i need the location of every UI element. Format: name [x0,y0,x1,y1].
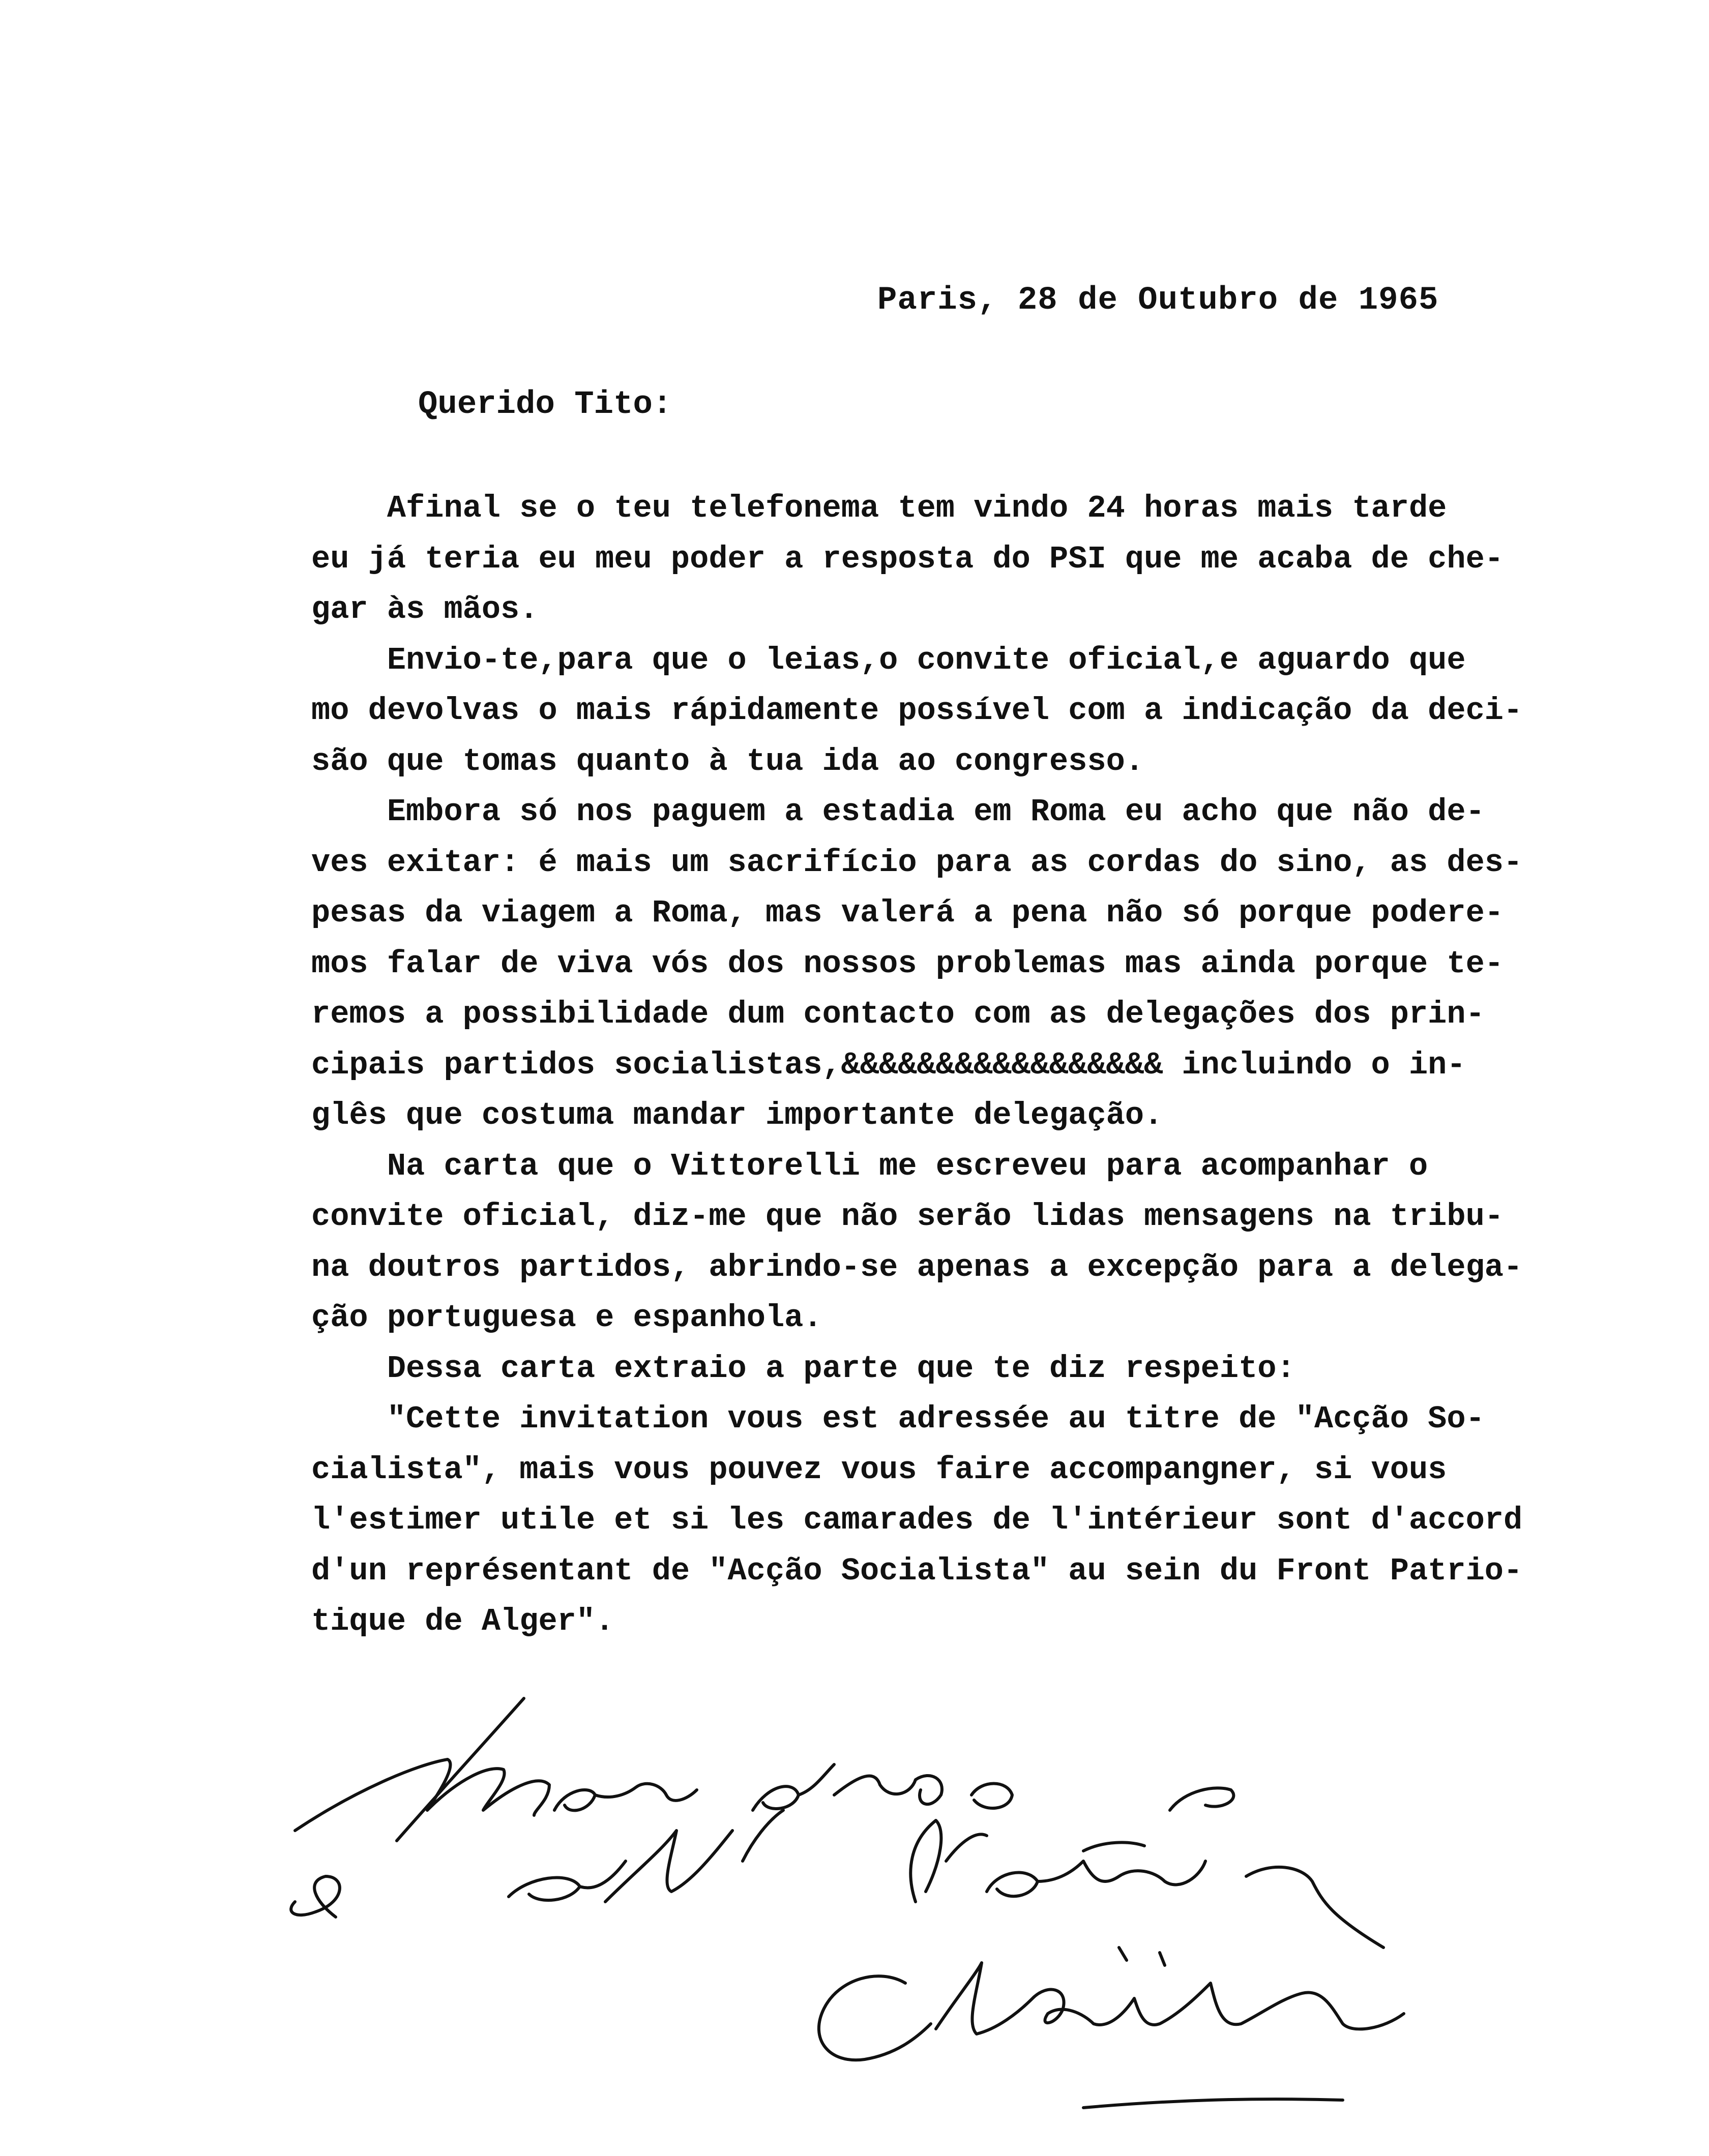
body-line: gar às mãos. [311,591,539,627]
body-line: Embora só nos paguem a estadia em Roma eu acho que não de- [311,794,1485,830]
body-line: pesas da viagem a Roma, mas valerá a pena não só porque podere- [311,895,1504,931]
body-line: eu já teria eu meu poder a resposta do PSI que me acaba de che- [311,541,1504,577]
body-line: na doutros partidos, abrindo-se apenas a excepção para a delega- [311,1249,1523,1285]
handwriting-stroke [987,1842,1205,1896]
handwriting-stroke [971,1784,1012,1809]
body-line: glês que costuma mandar importante delegação. [311,1097,1163,1133]
handwriting-stroke [554,1784,697,1811]
body-line: d'un représentant de "Acção Socialista" au sein du Front Patrio- [311,1552,1523,1589]
letter-body [311,483,1613,1647]
body-line: são que tomas quanto à tua ida ao congresso. [311,743,1144,780]
letter-date: Paris, 28 de Outubro de 1965 [877,282,1439,319]
salutation: Querido Tito: [418,386,672,423]
handwriting-stroke [1246,1867,1383,1948]
handwriting-stroke [295,1759,549,1831]
body-line: l'estimer utile et si les camarades de l'intérieur sont d'accord [311,1502,1523,1538]
handwriting-stroke [291,1876,340,1917]
body-line: cialista", mais vous pouvez vous faire accompangner, si vous [311,1451,1447,1488]
handwriting-stroke [1170,1788,1233,1810]
body-line: cipais partidos socialistas,&&&&&&&&&&&&&&&&& incluindo o in- [311,1046,1466,1083]
body-line: Afinal se o teu telefonema tem vindo 24 horas mais tarde [311,490,1447,526]
body-line: ção portuguesa e espanhola. [311,1300,822,1336]
handwriting-stroke [1119,1948,1165,1965]
body-line: ves exitar: é mais um sacrifício para as cordas do sino, as des- [311,844,1523,881]
handwriting-stroke [819,1976,931,2060]
handwriting-stroke [910,1820,987,1902]
body-line: remos a possibilidade dum contacto com as delegações dos prin- [311,996,1485,1032]
body-line: Envio-te,para que o leias,o convite oficial,e aguardo que [311,642,1466,678]
body-line: mo devolvas o mais rápidamente possível com a indicação da deci- [311,693,1523,729]
handwriting-stroke [936,1963,1404,2034]
body-line: tique de Alger". [311,1603,614,1639]
handwriting-stroke [397,1698,524,1841]
body-line: Dessa carta extraio a parte que te diz respeito: [311,1350,1295,1387]
body-line: convite oficial, diz-me que não serão lidas mensagens na tribu- [311,1199,1504,1235]
handwriting-stroke [1083,2099,1343,2108]
body-line: "Cette invitation vous est adressée au titre de "Acção So- [311,1401,1485,1437]
handwriting-stroke [509,1810,783,1902]
body-line: mos falar de viva vós dos nossos problemas mas ainda porque te- [311,945,1504,982]
handwriting-stroke [753,1764,942,1810]
body-line: Na carta que o Vittorelli me escreveu para acompanhar o [311,1148,1428,1184]
